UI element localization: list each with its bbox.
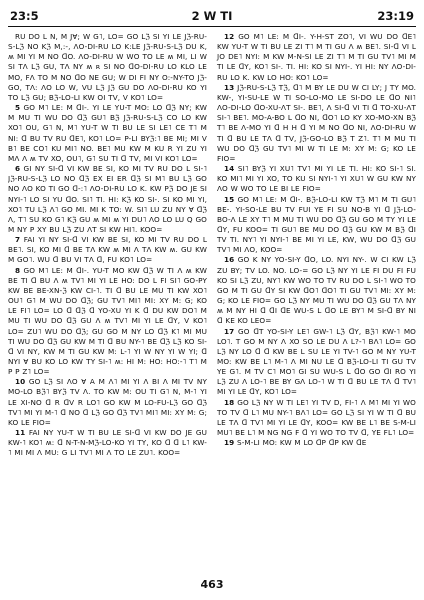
header-left-reference: 23:5 <box>10 9 39 23</box>
right-column <box>217 32 416 570</box>
verse-text: GO M˥ LE: M ꓷI-. YI LE YU-T MO: LO ꓷℨ NY; KW M MU TI WU DO ꓷℨ GU˥ Bℨ Jℨ-RU-S-Lℨ CO LO KW XO˥ OU, G˥ N, M˥ YU-T W TI BU LE SI LE˥ CE T˥ M NI: ꓷ BU TV RU ꓷE˥, KO˥ LO= P-LI BYℨ:˥ BE MI; MI V B˥ BE CO˥ KU MI˥ NO. BE˥ MU KW M KU R YI ZU YI MɅ Ʌ ʍ TV XO, OU˥, G˥ SU TI ꓷ TV, MI VI KO˥ LO= <box>8 103 207 163</box>
verse-paragraph <box>217 83 416 164</box>
verse-text: GO ꓷT YO-SI-Y LE˥ GW-˥ Lℨ ꓷY, Bℨ˥ KW-˥ MO LO˥. T GO M NY Ʌ XO SO LE DU Ʌ L?-˥ BɅ˥ LO= GO Lℨ NY LO ꓷ ꓷ KW BE L SU LE YI TV-˥ GO M NY YU-T MO: KW BE L˥ M-˥ Ʌ MI NU LE ꓷ Bℨ-LO-LI TI GU TV YE G˥. M TV C˥ MO˥ GI SU WU-S L ꓷO GO ꓷI RO YI Lℨ ZU Ʌ LO-˥ BE BY GɅ LO-˥ W TI ꓷ BU LE TɅ ꓷ TV˥ MI YI LE ꓷY, KO˥ LO= <box>217 326 416 397</box>
verse-number: 15 <box>224 194 235 204</box>
verse-paragraph <box>8 377 207 428</box>
verse-number: 7 <box>15 235 21 245</box>
verse-number: 10 <box>15 377 26 387</box>
verse-paragraph <box>8 266 207 378</box>
verse-number: 14 <box>224 164 235 174</box>
left-column <box>8 32 207 570</box>
verse-text: FAI NY YU-T W TI BU LE SI-ꓷ VI KW DO JE GU KW-˥ KO˥ ʍ: ꓷ N-T-N-Mℨ-LO-KO YI TY, KO ꓷ ꓷ L˥ KW-˥ MI MI Ʌ MU: G LI TV˥ MI Ʌ TO LE ZU˥. KOO= <box>8 428 207 458</box>
verse-paragraph <box>217 32 416 83</box>
verse-number: 12 <box>224 32 235 41</box>
verse-paragraph <box>217 438 416 448</box>
verse-number: 18 <box>224 397 235 407</box>
verse-number: 8 <box>15 265 21 275</box>
verse-text: Jℨ-RU-S-Lℨ Tℨ, ꓷ˥ M BY LE DU W CI LY; J TY MO. KW-, YI-SU-LE W TI SO-LO-MO LE SI-DO LE ꓷO NI˥ ɅO-DI-LO ꓷO-XU-ɅT SI-. BE˥, Ʌ SI-ꓷ VI TI ꓷ TO-XU-ɅT SI-˥ BE˥. MO-A-BO L ꓷO NI, ꓷO˥ LO KY XO-MO-XN Bℨ T˥ BE Ʌ-MO YI ꓷ H H ꓷ YI M NO ꓷO NI, ɅO-DI-RU W TI ꓷ BU LE TɅ ꓷ TV, Jℨ-GO-LO Bℨ T Z˥. T˥ M MU TI WU DO ꓷℨ GU TV˥ MI W TI LE M: XY M: G; KO LE FIO= <box>217 82 416 163</box>
page-number: 463 <box>200 578 224 591</box>
verse-paragraph <box>217 398 416 439</box>
verse-text: GO K NY YO-SI-Y ꓷO, LO. NYI NY-. W CI KW Lℨ ZU BY; TV LO. NO. LO-= GO Lℨ NY YI LE FI DU FI FU KO SI Lℨ ZU, NY˥ KW WO TO TV RU DO L SI-˥ WO TO GO M TI GU ꓷY SI KW ꓷO˥ ꓷO˥ TI GU TV˥ MI: XY M: G; KO LE FIO= GO Lℨ NY MU TI WU DO ꓷℨ GU TɅ NY ʍ M NY HI ꓷ ꓷI ꓷE WU-S L ꓷO LE BY˥ M SI-ꓷ BY NI ꓷ KE KO LEO= <box>217 255 416 326</box>
verse-paragraph <box>217 195 416 256</box>
verse-number: 19 <box>224 438 235 448</box>
verse-number: 5 <box>15 103 21 113</box>
verse-number: 16 <box>224 255 235 265</box>
verse-text: GO Lℨ NY W TI LE˥ YI TV D, FI-˥ Ʌ M˥ MI YI WO TO TV ꓷ L˥ MU NY-˥ BɅ˥ LO= GO Lℨ SI YI W TI ꓷ BU LE TɅ ꓷ TV˥ MI YI LE ꓷY, KOO= KW BE L˥ BE S-M-LI MU˥ BE L˥ M NG NG F ꓷ YI WO TO TV ꓷ, YE FL˥ LO= <box>217 397 416 438</box>
verse-text: GO Lℨ SI ɅO Ɐ A M Ʌ˥ MI YI Ʌ BI Ʌ MI TV NY MO-LO Bℨ˥ BYℨ TV Ʌ. TO KW M: OU TI G˥ N, M-˥ YI LE XI-NO ꓷ R ꓷV R LO˥ GO KW M LO-FU-Lℨ GO ꓷℨ TV˥ MI YI M-˥ ꓷ NO ꓷ Lℨ GO ꓷℨ TV˥ MI˥ MI: XY M: G; KO LE FIO= <box>8 377 207 427</box>
verse-paragraph <box>8 32 207 103</box>
verse-text: SI˥ BYℨ YI XU˥ TV˥ MI YI LE TI. HI: KO SI-˥ SI. KO MI˥ MI YI XO, TO KU SI NYI-˥ YI XU˥ W GU KW NY ɅO W WO TO LE BI LE FIO= <box>217 164 416 194</box>
verse-text: FAI YI NY SI-ꓷ VI KW BE SI, KO MI TV RU DO L BE˥. SI, KO MI ꓷ BE TɅ KW ʍ MI Ʌ TɅ KW ʍ. GU KW M GO˥. WU ꓷ BU VI TɅ ꓷ, FU KO˥ LO= <box>8 235 207 265</box>
verse-paragraph <box>8 235 207 265</box>
verse-paragraph <box>217 164 416 194</box>
header-book-title: 2 W TI <box>191 9 233 23</box>
verse-paragraph <box>8 428 207 458</box>
verse-text: S-M-LI MO: KW M LO ꓷP ꓷP KW ꓷE <box>237 438 367 448</box>
verse-paragraph <box>217 327 416 398</box>
verse-paragraph <box>217 255 416 326</box>
verse-text: GI NY SI-ꓷ VI KW BE SI, KO MI TV RU DO L SI-˥ Jℨ-RU-S-Lℨ LO NO ꓷℨ EX EI ER ꓷℨ SI M˥ BU Lℨ GO NO ɅO KO TI GO ꓷ-:˥ ɅO-DI-RU LO K. KW Pℨ DO JE SI NYI-˥ LO SI YU ꓷO. SI˥ TI. HI: Kℨ KO SI-. SI KO MI YI, XO˥ TU Lℨ Ʌ˥ GO MI. MI K TO: W. SI˥ LU ZU NY Ɐ ꓷℨ Ʌ, T˥ SU KO G˥ Kℨ GU ʍ MI ʍ YI DU˥ ɅO LO LU Q GO M NY P XY BU Lℨ ZU ɅT SI KW HI˥. KOO= <box>8 164 207 234</box>
verse-number: 11 <box>15 428 26 438</box>
verse-text: GO M˥ LE: M ꓷI-. YU-T MO KW ꓷℨ W TI Ʌ ʍ KW BE TI ꓷ BU Ʌ ʍ TV˥ MI YI LE HO: DO L FI SI˥ GO-PY KW BE BE-XN-ℨ KW CI-˥. TI ꓷ BU LE MU TI KW XO˥ OU˥ G˥ M WU DO ꓷℨ; GU TV˥ MI˥ MI: XY M: G; KO LE FI˥ LO= LO ꓷ ꓷℨ ꓷ YO-XU YI K ꓷ DU KW DO˥ M MU TI WU DO ꓷℨ GU Ʌ ʍ TV˥ MI YI LE ꓷY, V KO˥ LO= ZU˥ WU DO ꓷℨ; GU GO M NY LO ꓷℨ K˥ MI MU TI WU DO ꓷℨ GU KW M TI ꓷ BU NY-˥ BE ꓷℨ Lℨ KO SI-ꓷ VI NY, KW M TI GU KW M: L-˥ YI W NY YI W YI; ꓷ NYI Ɐ BU KO LO KW TY SI-˥ ʍ: HI M: HO: HO:-˥ T˥ M P P Z˥ LO= <box>8 265 207 377</box>
verse-text: RU DO L N, M JⱯ; W G˥, LO= GO Lℨ SI YI LE Jℨ-RU-S-Lℨ NO Kℨ M,:-, ɅO-DI-RU LO K:LE Jℨ-RU-S-Lℨ DU K, ʍ MI YI M NO ᗡO. ɅO-DI-RU W WO TO LE ʍ MI, LI W SI TɅ Lℨ GU, TɅ NY ʍ ʀ SI NO ᗡO-DI-RU LO KLO LE MO, FɅ TO M NO ᗡO NE GU; W DI FI NY O:-NY-TO Jℨ-GO, TɅ: ɅO LO W, VU Lℨ Jℨ GU DO ɅO-DI-RU KO YI TO Lℨ GU; Bℨ-LO-LI KW OI TV, V KO˥ LO= <box>8 32 207 102</box>
verse-text: GO M˥ LE: M ꓷI-. Y-H-ST ZO˥, VI WU DO ꓷE˥ KW YU-T W TI BU LE ZI T˥ M TI GU Ʌ ʍ BE˥. SI-ꓷ VI L JO DE˥ NYI: M KW M-N-SI LE ZI T˥ M TI GU TV˥ MI M TI LE ꓷY, KO˥ SI-. TI. HI: KO SI NYI-. YI HI: NY ɅO-DI-RU LO K. KW LO HO: KO˥ LO= <box>217 32 416 82</box>
text-columns <box>8 32 416 570</box>
running-header <box>8 6 416 27</box>
verse-number: 13 <box>224 82 235 92</box>
verse-text: GO M˥ LE: M ꓷI-. Bℨ-LO-LI KW Tℨ M˥ M TI GU˥ BE-. YI-SO-LE BU TV FUI YE FI SU NO-B YI ꓷ Jℨ-LO-BO-Ʌ LE XY T˥ M MU TI WU DO ꓷℨ GU GO M TY YI LE ꓷY, FU KOO= TI GU˥ BE MU DO ꓷℨ GU KW M Bℨ ꓷI TV TI. NY˥ YI NYI-˥ BE MI YI LE, KW, WU DO ꓷℨ GU TV˥ MI ɅO, KOO= <box>217 194 416 255</box>
verse-paragraph <box>8 164 207 235</box>
header-right-reference: 23:19 <box>377 9 414 23</box>
verse-number: 17 <box>224 326 235 336</box>
verse-paragraph <box>8 103 207 164</box>
verse-number: 6 <box>15 164 21 174</box>
